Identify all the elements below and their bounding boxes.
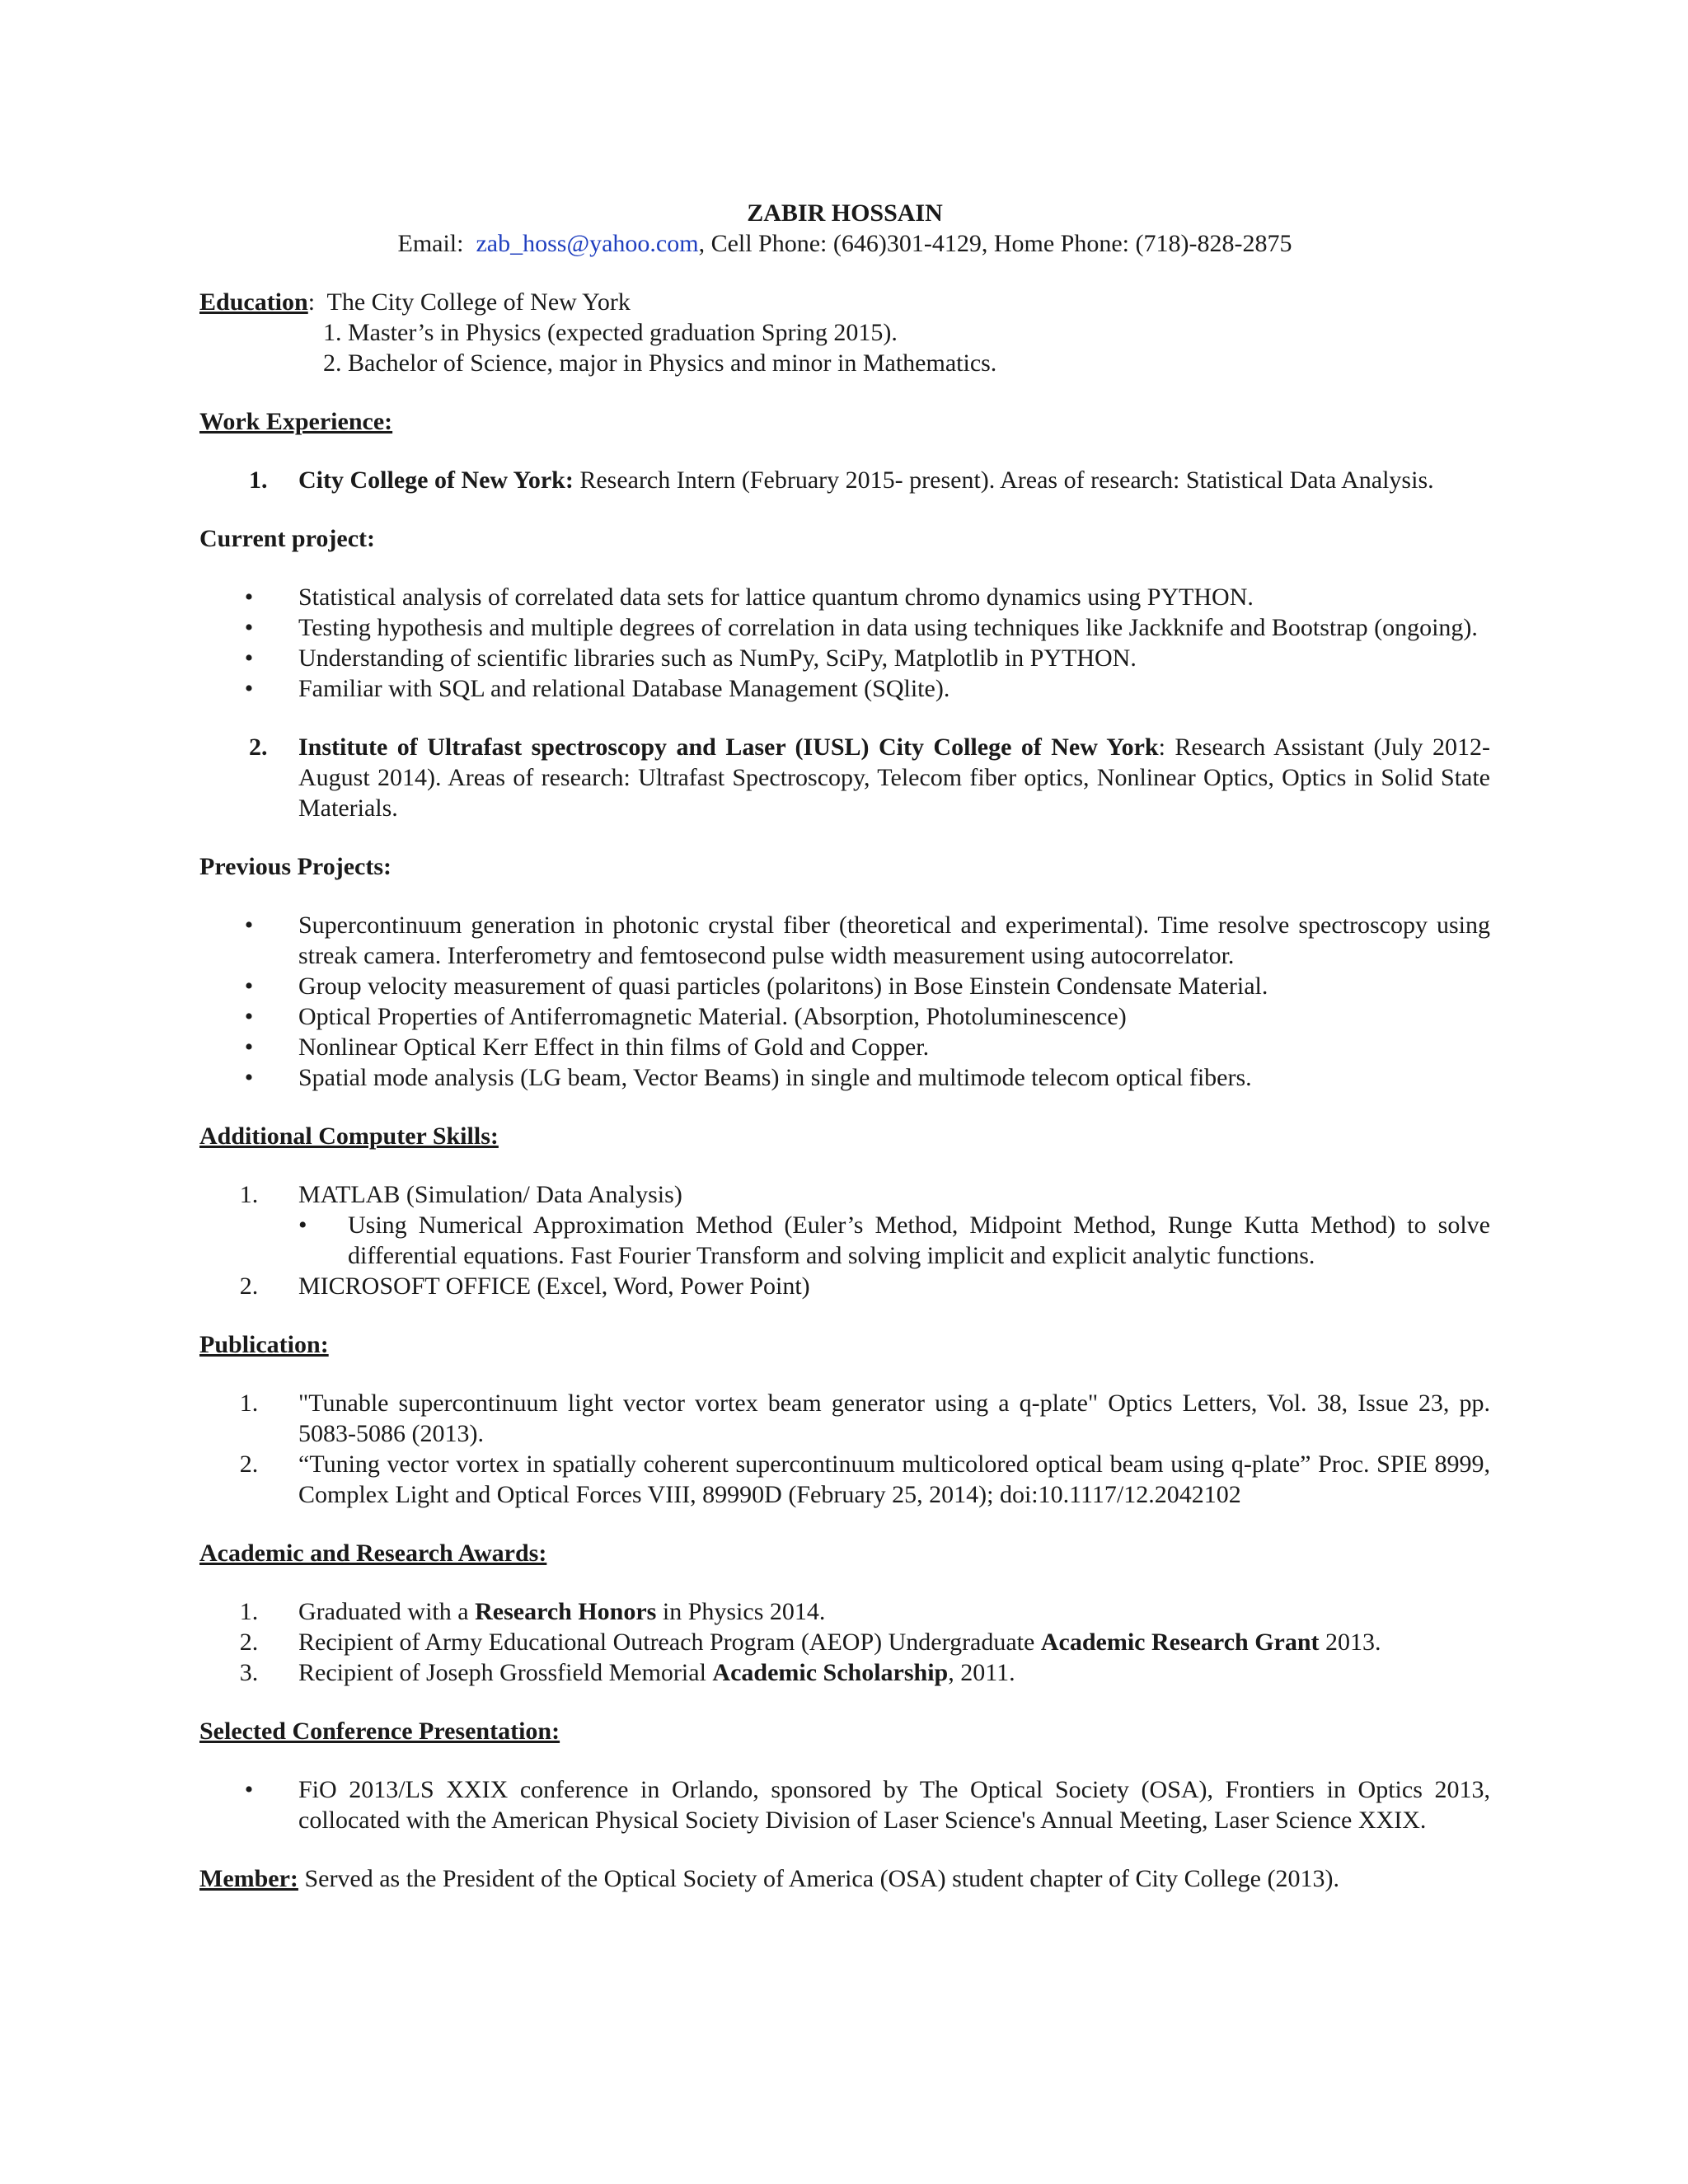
current-project-list	[199, 582, 1490, 704]
email-label: Email:	[397, 230, 464, 257]
bullet-icon: •	[244, 972, 254, 1000]
education-item: 1. Master’s in Physics (expected graduation Spring 2015).	[323, 319, 898, 346]
sub-list-item: • Using Numerical Approximation Method (Euler’s Method, Midpoint Method, Runge Kutta Method) to solve differential equations. Fast Fourier Transform and solving implicit and explicit analytic functions.	[298, 1212, 1490, 1269]
list-item: 3. Recipient of Joseph Grossfield Memorial Academic Scholarship, 2011.	[199, 1657, 1490, 1688]
job-organization: Institute of Ultrafast spectroscopy and Laser (IUSL) City College of New York	[298, 733, 1159, 761]
job-organization: City College of New York:	[298, 466, 574, 494]
current-project-heading: Current project:	[199, 525, 375, 552]
list-item: • Nonlinear Optical Kerr Effect in thin films of Gold and Copper.	[199, 1032, 1490, 1062]
list-item: • Understanding of scientific libraries such as NumPy, SciPy, Matplotlib in PYTHON.	[199, 643, 1490, 673]
list-item: 2. Recipient of Army Educational Outreach Program (AEOP) Undergraduate Academic Research Grant 2013.	[199, 1627, 1490, 1657]
education-section	[199, 287, 1490, 317]
resume-content	[199, 198, 1490, 1894]
skills-heading: Additional Computer Skills:	[199, 1122, 499, 1150]
awards-list	[199, 1596, 1490, 1688]
contact-line	[199, 228, 1490, 259]
publication-list	[199, 1388, 1490, 1510]
item-number: 2.	[239, 1629, 259, 1656]
member-heading: Member:	[199, 1865, 298, 1892]
member-text: Served as the President of the Optical Society of America (OSA) student chapter of City College (2013).	[298, 1865, 1339, 1892]
previous-projects-heading: Previous Projects:	[199, 853, 392, 880]
list-item: • Spatial mode analysis (LG beam, Vector Beams) in single and multimode telecom optical fibers.	[199, 1062, 1490, 1093]
bullet-icon: •	[244, 1064, 254, 1091]
bullet-icon: •	[244, 583, 254, 611]
list-item: 1. MATLAB (Simulation/ Data Analysis)	[199, 1179, 1490, 1210]
bullet-icon: •	[244, 675, 254, 702]
bullet-icon: •	[298, 1212, 307, 1239]
bullet-icon: •	[244, 1003, 254, 1030]
previous-projects-list	[199, 910, 1490, 1093]
job-description	[298, 465, 1490, 495]
member-section	[199, 1863, 1490, 1894]
list-item: • Supercontinuum generation in photonic crystal fiber (theoretical and experimental). Time resolve spectroscopy using streak camera. Interferometry and femtosecond pulse width measurement using autocorrelator.	[199, 910, 1490, 971]
bullet-icon: •	[244, 1776, 254, 1803]
list-item: • Testing hypothesis and multiple degrees of correlation in data using techniques like Jackknife and Bootstrap (ongoing).	[199, 612, 1490, 643]
job-entry	[199, 465, 1490, 495]
bullet-icon: •	[244, 912, 254, 939]
email-link[interactable]: zab_hoss@yahoo.com	[476, 230, 699, 257]
skills-list	[199, 1179, 1490, 1301]
resume-name: ZABIR HOSSAIN	[747, 199, 943, 227]
bullet-icon: •	[244, 1033, 254, 1061]
item-number: 1.	[239, 1181, 259, 1208]
education-item: 2. Bachelor of Science, major in Physics and minor in Mathematics.	[323, 349, 997, 377]
list-item: 1. "Tunable supercontinuum light vector vortex beam generator using a q-plate" Optics Letters, Vol. 38, Issue 23, pp. 5083-5086 (2013).	[199, 1388, 1490, 1449]
item-number: 2.	[239, 1451, 259, 1478]
bullet-icon: •	[244, 614, 254, 641]
awards-heading: Academic and Research Awards:	[199, 1540, 547, 1567]
phone-numbers: , Cell Phone: (646)301-4129, Home Phone: (718)-828-2875	[698, 230, 1292, 257]
job-details: : Research Assistant (July 2012-August 2014). Areas of research: Ultrafast Spectroscopy, Telecom fiber optics, Nonlinear Optics, Optics in Solid State Materials.	[298, 733, 1490, 822]
conference-heading: Selected Conference Presentation:	[199, 1718, 560, 1745]
item-number: 3.	[239, 1659, 259, 1686]
list-item: 2. “Tuning vector vortex in spatially coherent supercontinuum multicolored optical beam using q-plate” Proc. SPIE 8999, Complex Light and Optical Forces VIII, 89990D (February 25, 2014); doi:10.1117/12.2042102	[199, 1449, 1490, 1510]
list-item: • Group velocity measurement of quasi particles (polaritons) in Bose Einstein Condensate Material.	[199, 971, 1490, 1001]
education-colon: :	[307, 288, 316, 316]
job-description	[298, 732, 1490, 823]
conference-list	[199, 1774, 1490, 1835]
work-experience-heading: Work Experience:	[199, 408, 393, 435]
publication-heading: Publication:	[199, 1331, 329, 1358]
job-number: 1.	[249, 466, 268, 494]
list-item: • Statistical analysis of correlated data sets for lattice quantum chromo dynamics using PYTHON.	[199, 582, 1490, 612]
item-number: 2.	[239, 1272, 259, 1300]
item-number: 1.	[239, 1598, 259, 1625]
job-entry	[199, 732, 1490, 823]
list-item: • Familiar with SQL and relational Database Management (SQlite).	[199, 673, 1490, 704]
education-heading: Education	[199, 288, 308, 316]
list-item: 2. MICROSOFT OFFICE (Excel, Word, Power Point)	[199, 1271, 1490, 1301]
education-school: The City College of New York	[326, 288, 631, 316]
list-item: • FiO 2013/LS XXIX conference in Orlando, sponsored by The Optical Society (OSA), Frontiers in Optics 2013, collocated with the American Physical Society Division of Laser Science's Annual Meeting, Laser Science XXIX.	[199, 1774, 1490, 1835]
bullet-icon: •	[244, 644, 254, 672]
item-number: 1.	[239, 1390, 259, 1417]
list-item: 1. Graduated with a Research Honors in Physics 2014.	[199, 1596, 1490, 1627]
job-number: 2.	[249, 733, 268, 761]
job-details: Research Intern (February 2015- present). Areas of research: Statistical Data Analysis.	[573, 466, 1434, 494]
list-item: • Optical Properties of Antiferromagnetic Material. (Absorption, Photoluminescence)	[199, 1001, 1490, 1032]
